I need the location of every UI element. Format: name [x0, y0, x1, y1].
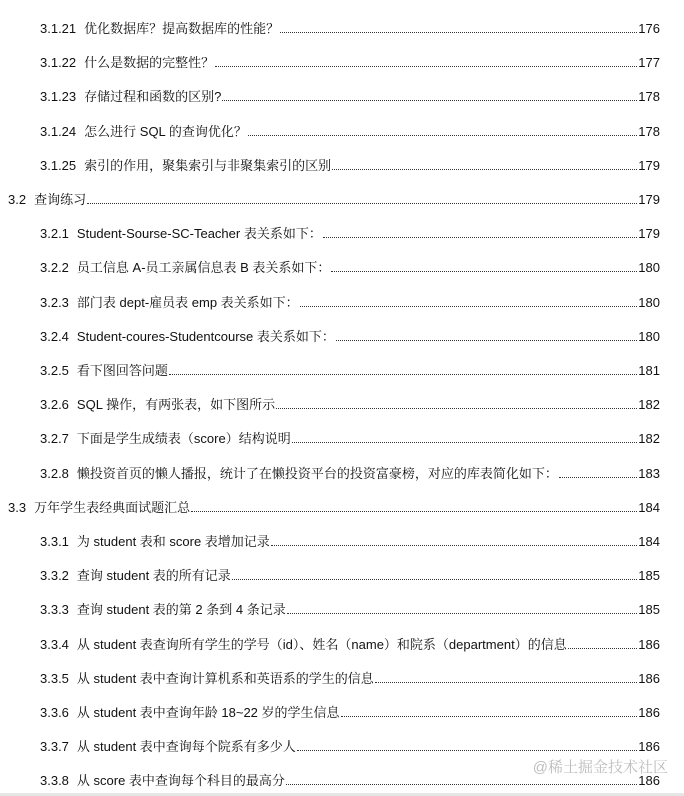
- toc-entry-title: 查询练习: [34, 192, 87, 207]
- toc-entry-title: SQL 操作，有两张表，如下图所示: [76, 397, 276, 413]
- toc-entry-title: 从 student 表中查询计算机系和英语系的学生的信息: [76, 670, 374, 686]
- dot-leader: [292, 442, 638, 443]
- toc-entry[interactable]: [40, 291, 660, 311]
- dot-leader: [568, 648, 638, 649]
- toc-entry-title: 懒投资首页的懒人播报，统计了在懒投资平台的投资富豪榜，对应的库表简化如下：: [76, 465, 558, 481]
- toc-entry-title: 从 score 表中查询每个科目的最高分: [76, 773, 285, 789]
- toc-entry-page: 186: [638, 705, 660, 720]
- toc-entry-number: 3.2.6: [40, 397, 69, 413]
- toc-entry[interactable]: [40, 462, 660, 482]
- toc-entry-title: 从 student 表中查询每个院系有多少人: [76, 739, 296, 755]
- toc-entry-title: 查询 student 表的所有记录: [76, 568, 231, 584]
- toc-entry-page: 180: [638, 260, 660, 276]
- toc-entry-title: 万年学生表经典面试题汇总: [34, 499, 191, 515]
- toc-entry[interactable]: [40, 427, 660, 447]
- toc-entry-number: 3.1.24: [40, 123, 77, 139]
- toc-entry-title: 下面是学生成绩表（score）结构说明: [76, 431, 291, 447]
- dot-leader: [297, 750, 638, 751]
- toc-entry-page: 180: [638, 294, 660, 310]
- toc-entry-page: 185: [638, 568, 660, 584]
- toc-entry-number: 3.2.1: [40, 226, 69, 242]
- toc-entry-page: 179: [638, 192, 660, 207]
- toc-entry[interactable]: [40, 51, 660, 71]
- toc-entry-number: 3.3.4: [40, 636, 69, 652]
- dot-leader: [280, 32, 637, 33]
- toc-entry[interactable]: [40, 598, 660, 618]
- toc-entry[interactable]: [8, 188, 660, 208]
- toc-entry-number: 3.3.1: [40, 534, 69, 549]
- toc-entry-page: 182: [638, 431, 660, 447]
- toc-entry[interactable]: [40, 325, 660, 345]
- toc-entry-title: 索引的作用，聚集索引与非聚集索引的区别: [84, 157, 332, 173]
- toc-entry-title: 查询 student 表的第 2 条到 4 条记录: [76, 602, 286, 618]
- toc-entry-page: 179: [638, 226, 660, 242]
- toc-entry-number: 3.3.2: [40, 568, 69, 584]
- toc-entry[interactable]: [8, 496, 660, 516]
- toc-entry-number: 3.3.5: [40, 670, 69, 686]
- toc-entry-number: 3.1.23: [40, 89, 77, 105]
- dot-leader: [271, 545, 637, 546]
- dot-leader: [331, 271, 637, 272]
- toc-entry[interactable]: [40, 120, 660, 140]
- toc-entry-page: 177: [638, 55, 660, 71]
- toc-entry[interactable]: [40, 393, 660, 413]
- watermark: @稀土掘金技术社区: [532, 759, 668, 776]
- toc-entry-title: 什么是数据的完整性？: [84, 55, 215, 71]
- toc-entry[interactable]: [40, 359, 660, 379]
- toc-entry[interactable]: [40, 256, 660, 276]
- toc-entry-number: 3.3.7: [40, 739, 69, 755]
- toc-entry-number: 3.2.4: [40, 328, 69, 344]
- toc-entry-page: 184: [638, 499, 660, 515]
- toc-entry-title: 为 student 表和 score 表增加记录: [76, 534, 270, 549]
- toc-entry-title: Student-coures-Studentcourse 表关系如下：: [76, 328, 335, 344]
- toc-entry-number: 3.3: [8, 499, 27, 515]
- toc-entry-page: 182: [638, 397, 660, 413]
- toc-entry-number: 3.3.3: [40, 602, 69, 618]
- dot-leader: [169, 374, 637, 375]
- toc-entry-page: 181: [638, 363, 660, 378]
- toc-entry-number: 3.1.25: [40, 157, 77, 173]
- toc-entry[interactable]: [40, 701, 660, 721]
- toc-entry[interactable]: [40, 154, 660, 174]
- toc-entry-title: 看下图回答问题: [76, 363, 168, 378]
- dot-leader: [300, 306, 638, 307]
- toc-entry-page: 179: [638, 157, 660, 173]
- dot-leader: [323, 237, 637, 238]
- toc-entry[interactable]: [40, 17, 660, 37]
- dot-leader: [232, 579, 638, 580]
- toc-entry-title: 部门表 dept-雇员表 emp 表关系如下：: [76, 294, 299, 310]
- dot-leader: [87, 203, 637, 204]
- dot-leader: [276, 408, 637, 409]
- toc-entry-title: 怎么进行 SQL 的查询优化？: [84, 123, 247, 139]
- toc-entry-page: 184: [638, 534, 660, 549]
- toc-entry-number: 3.2.8: [40, 465, 69, 481]
- toc-entry-title: 存储过程和函数的区别?: [84, 89, 222, 105]
- toc-entry[interactable]: [40, 222, 660, 242]
- toc-entry-title: 优化数据库？提高数据库的性能？: [84, 21, 280, 36]
- toc-entry-page: 186: [638, 739, 660, 755]
- toc-entry-number: 3.2.7: [40, 431, 69, 447]
- toc-entry-number: 3.2: [8, 192, 27, 207]
- toc-entry-page: 180: [638, 328, 660, 344]
- toc-entry-page: 186: [638, 773, 660, 789]
- toc-entry[interactable]: [40, 564, 660, 584]
- toc-entry-page: 176: [638, 21, 660, 36]
- toc-entry-number: 3.2.3: [40, 294, 69, 310]
- dot-leader: [336, 340, 637, 341]
- toc-entry-page: 178: [638, 123, 660, 139]
- toc-entry-title: 员工信息 A-员工亲属信息表 B 表关系如下：: [76, 260, 331, 276]
- toc-entry-number: 3.1.22: [40, 55, 77, 71]
- toc-entry-number: 3.3.8: [40, 773, 69, 789]
- dot-leader: [286, 784, 637, 785]
- toc-entry-title: 从 student 表查询所有学生的学号（id）、姓名（name）和院系（department）的信息: [76, 636, 567, 652]
- toc-entry-page: 178: [638, 89, 660, 105]
- toc-entry-page: 186: [638, 636, 660, 652]
- toc-entry-number: 3.3.6: [40, 705, 69, 720]
- toc-entry[interactable]: [40, 667, 660, 687]
- dot-leader: [559, 477, 637, 478]
- toc-entry[interactable]: [40, 530, 660, 550]
- dot-leader: [222, 100, 637, 101]
- toc-entry-number: 3.2.5: [40, 363, 69, 378]
- toc-entry[interactable]: [40, 85, 660, 105]
- dot-leader: [191, 511, 637, 512]
- dot-leader: [341, 716, 638, 717]
- toc-entry-title: Student-Sourse-SC-Teacher 表关系如下：: [76, 226, 322, 242]
- dot-leader: [287, 613, 638, 614]
- dot-leader: [248, 135, 637, 136]
- toc-entry-page: 185: [638, 602, 660, 618]
- toc-entry-number: 3.1.21: [40, 21, 77, 36]
- toc-entry-page: 186: [638, 670, 660, 686]
- toc-entry-page: 183: [638, 465, 660, 481]
- dot-leader: [375, 682, 638, 683]
- dot-leader: [332, 169, 637, 170]
- toc-entry[interactable]: [40, 633, 660, 653]
- toc-entry[interactable]: [40, 735, 660, 755]
- toc-entry-title: 从 student 表中查询年龄 18~22 岁的学生信息: [76, 705, 340, 720]
- toc-entry-number: 3.2.2: [40, 260, 69, 276]
- dot-leader: [215, 66, 637, 67]
